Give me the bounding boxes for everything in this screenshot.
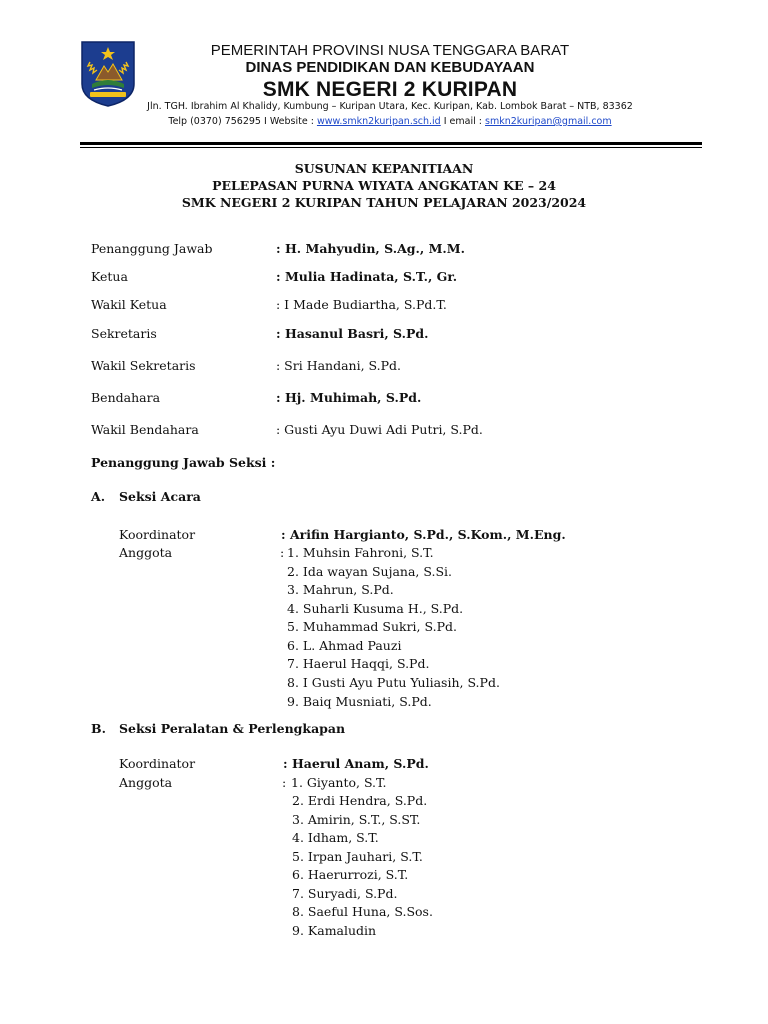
provincial-crest-icon (80, 40, 136, 108)
list-item: 7. Haerul Haqqi, S.Pd. (287, 656, 430, 671)
department-name: DINAS PENDIDIKAN DAN KEBUDAYAAN (245, 59, 535, 76)
role-value: : Gusti Ayu Duwi Adi Putri, S.Pd. (276, 422, 483, 437)
list-item: 1. Giyanto, S.T. (291, 775, 387, 790)
email-link[interactable]: smkn2kuripan@gmail.com (485, 116, 612, 127)
school-address: Jln. TGH. Ibrahim Al Khalidy, Kumbung – Kuripan Utara, Kec. Kuripan, Kab. Lombok Barat – NTB, 83362 (147, 101, 633, 112)
list-item: 8. I Gusti Ayu Putu Yuliasih, S.Pd. (287, 675, 500, 690)
role-value: : H. Mahyudin, S.Ag., M.M. (276, 241, 465, 256)
sections-heading: Penanggung Jawab Seksi : (91, 455, 276, 470)
list-item: 4. Suharli Kusuma H., S.Pd. (287, 601, 464, 616)
section-letter: A. (91, 489, 106, 504)
role-value: : Hasanul Basri, S.Pd. (276, 326, 429, 341)
role-value: : Mulia Hadinata, S.T., Gr. (276, 269, 458, 284)
anggota-colon: : (280, 545, 285, 560)
role-label: Ketua (91, 269, 128, 284)
contact-phone: Telp (0370) 756295 I Website : (168, 116, 317, 127)
document-subtitle: PELEPASAN PURNA WIYATA ANGKATAN KE – 24 (212, 178, 556, 193)
list-item: 9. Kamaludin (292, 923, 377, 938)
list-item: 5. Irpan Jauhari, S.T. (292, 849, 423, 864)
role-label: Bendahara (91, 390, 161, 405)
section-title: Seksi Acara (119, 489, 201, 504)
website-link[interactable]: www.smkn2kuripan.sch.id (316, 116, 441, 127)
list-item: 6. Haerurrozi, S.T. (292, 867, 409, 882)
list-item: 8. Saeful Huna, S.Sos. (292, 904, 433, 919)
document-title: SUSUNAN KEPANITIAAN (294, 161, 474, 176)
document-subtitle-school-year: SMK NEGERI 2 KURIPAN TAHUN PELAJARAN 2023/2024 (181, 195, 587, 210)
list-item: 3. Mahrun, S.Pd. (287, 582, 394, 597)
list-item: 2. Erdi Hendra, S.Pd. (292, 793, 428, 808)
government-name: PEMERINTAH PROVINSI NUSA TENGGARA BARAT (210, 42, 570, 59)
koordinator-value: : Haerul Anam, S.Pd. (283, 756, 429, 771)
role-label: Penanggung Jawab (91, 241, 213, 256)
koordinator-value: : Arifin Hargianto, S.Pd., S.Kom., M.Eng. (281, 527, 566, 542)
school-name: SMK NEGERI 2 KURIPAN (262, 78, 518, 101)
anggota-label: Anggota (119, 545, 173, 560)
role-value: : I Made Budiartha, S.Pd.T. (276, 297, 447, 312)
school-contact (140, 116, 640, 127)
role-value: : Hj. Muhimah, S.Pd. (276, 390, 422, 405)
anggota-label: Anggota (119, 775, 173, 790)
list-item: 1. Muhsin Fahroni, S.T. (287, 545, 434, 560)
role-value: : Sri Handani, S.Pd. (276, 358, 402, 373)
list-item: 7. Suryadi, S.Pd. (292, 886, 398, 901)
koordinator-label: Koordinator (119, 756, 196, 771)
role-label: Wakil Sekretaris (91, 358, 196, 373)
list-item: 9. Baiq Musniati, S.Pd. (287, 694, 432, 709)
list-item: 3. Amirin, S.T., S.ST. (292, 812, 421, 827)
role-label: Wakil Bendahara (91, 422, 199, 437)
list-item: 4. Idham, S.T. (292, 830, 379, 845)
letterhead-divider-thin (80, 147, 702, 148)
letterhead-divider-thick (80, 142, 702, 145)
contact-separator: I email : (440, 116, 485, 127)
anggota-colon: : (282, 775, 287, 790)
list-item: 6. L. Ahmad Pauzi (287, 638, 402, 653)
role-label: Wakil Ketua (91, 297, 167, 312)
role-label: Sekretaris (91, 326, 157, 341)
list-item: 5. Muhammad Sukri, S.Pd. (287, 619, 457, 634)
list-item: 2. Ida wayan Sujana, S.Si. (287, 564, 452, 579)
koordinator-label: Koordinator (119, 527, 196, 542)
section-letter: B. (91, 721, 106, 736)
section-title: Seksi Peralatan & Perlengkapan (119, 721, 346, 736)
